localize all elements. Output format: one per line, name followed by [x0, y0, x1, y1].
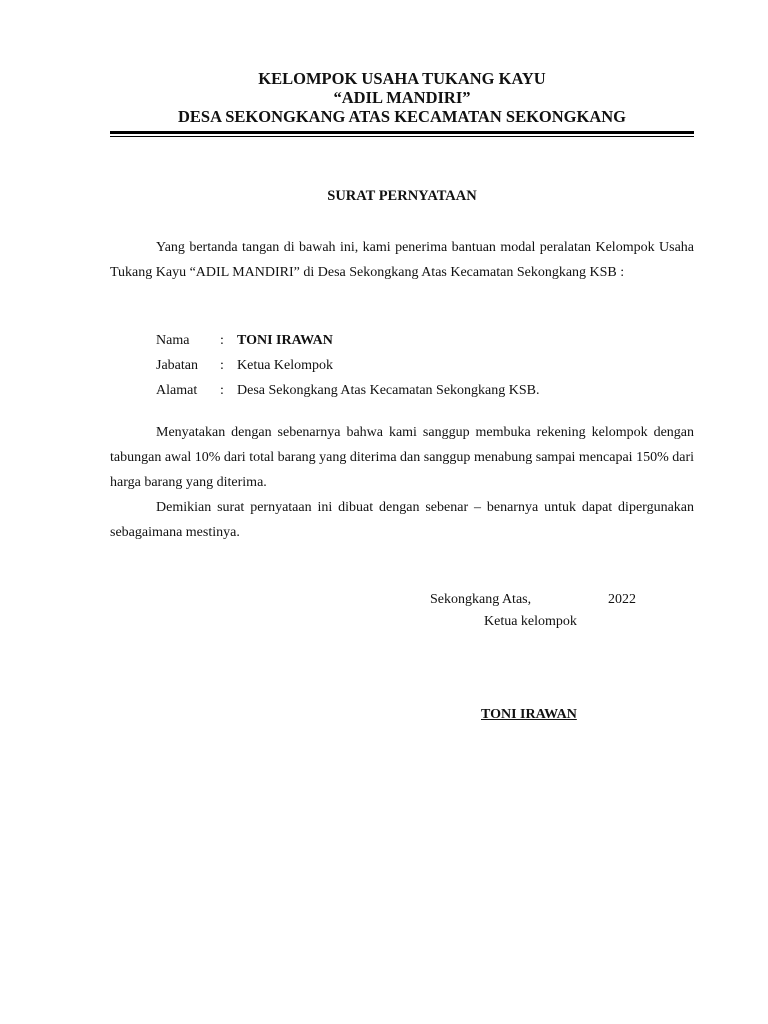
detail-row-address [156, 378, 540, 403]
statement-paragraph: Menyatakan dengan sebenarnya bahwa kami sanggup membuka rekening kelompok dengan tabungan awal 10% dari total barang yang diterima dan sanggup menabung sampai mencapai 150% dari harga barang yang diterima. [110, 425, 694, 490]
closing-paragraph: Demikian surat pernyataan ini dibuat dengan sebenar – benarnya untuk dapat dipergunakan sebagaimana mestinya. [110, 500, 694, 540]
intro-paragraph: Yang bertanda tangan di bawah ini, kami penerima bantuan modal peralatan Kelompok Usaha Tukang Kayu “ADIL MANDIRI” di Desa Sekongkang Atas Kecamatan Sekongkang KSB : [110, 240, 694, 280]
signature-year: 2022 [608, 592, 636, 607]
detail-label: Nama [156, 333, 190, 348]
identity-details [156, 328, 540, 403]
detail-label: Jabatan [156, 358, 198, 373]
detail-separator: : [220, 333, 224, 348]
detail-separator: : [220, 358, 224, 373]
detail-separator: : [220, 383, 224, 398]
signatory-name: TONI IRAWAN [481, 707, 577, 722]
detail-value: Desa Sekongkang Atas Kecamatan Sekongkang KSB. [237, 383, 540, 398]
detail-row-name [156, 328, 540, 353]
letterhead-rule-thick [110, 131, 694, 134]
signature-block [430, 589, 650, 629]
detail-value: TONI IRAWAN [237, 333, 333, 348]
signature-place: Sekongkang Atas, [430, 592, 532, 607]
letterhead-line-2: “ADIL MANDIRI” [333, 88, 471, 107]
detail-label: Alamat [156, 383, 198, 398]
detail-value: Ketua Kelompok [237, 358, 334, 373]
letterhead-rule-thin [110, 136, 694, 137]
signature-place-date [430, 589, 650, 611]
letterhead [110, 69, 694, 126]
letterhead-line-1: KELOMPOK USAHA TUKANG KAYU [258, 69, 546, 88]
detail-row-position [156, 353, 540, 378]
document-title: SURAT PERNYATAAN [327, 188, 477, 204]
signature-role: Ketua kelompok [484, 614, 577, 629]
letterhead-line-3: DESA SEKONGKANG ATAS KECAMATAN SEKONGKANG [177, 107, 626, 126]
